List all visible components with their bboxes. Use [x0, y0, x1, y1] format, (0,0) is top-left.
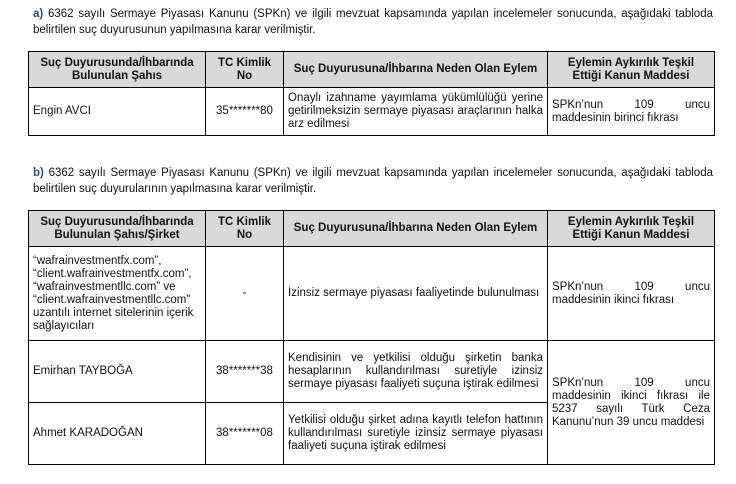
- site-line: “client.wafrainvestmentfx.com”,: [33, 267, 192, 280]
- cell-action: Kendisinin ve yetkilisi olduğu şirketin banka hesaplarının kullandırılması suretiyle izinsiz sermaye piyasası faaliyeti suçuna iştirak edilmesi: [284, 341, 548, 403]
- site-line: “wafrainvestmentllc.com” ve: [33, 280, 176, 293]
- table-row: [29, 341, 715, 403]
- site-line: “wafrainvestmentfx.com”,: [33, 254, 162, 267]
- section-a-text: 6362 sayılı Sermaye Piyasası Kanunu (SPKn) ve ilgili mevzuat kapsamında yapılan incelemeler sonucunda, aşağıdaki tabloda belirtilen suç duyurusunun yapılmasına karar verilmiştir.: [33, 8, 713, 36]
- cell-name: Engin AVCI: [29, 88, 206, 136]
- cell-law: SPKn’nun 109 uncu maddesinin ikinci fıkrası ile 5237 sayılı Türk Ceza Kanunu’nun 39 uncu maddesi: [548, 341, 715, 465]
- section-b-paragraph: [33, 165, 713, 197]
- cell-tc: -: [206, 247, 284, 341]
- cell-law: SPKn’nun 109 uncu maddesinin ikinci fıkrası: [548, 247, 715, 341]
- cell-action: İzinsiz sermaye piyasası faaliyetinde bulunulması: [284, 247, 548, 341]
- cell-tc: 35*******80: [206, 88, 284, 136]
- cell-law: SPKn’nun 109 uncu maddesinin birinci fıkrası: [548, 88, 715, 136]
- site-line: uzantılı internet sitelerinin içerik: [33, 306, 194, 319]
- header-law: Eylemin Aykırılık Teşkil Ettiği Kanun Maddesi: [548, 52, 715, 88]
- header-action: Suç Duyurusuna/İhbarına Neden Olan Eylem: [284, 52, 548, 88]
- site-line: “client.wafrainvestmentllc.com”: [33, 293, 191, 306]
- header-action: Suç Duyurusuna/İhbarına Neden Olan Eylem: [284, 211, 548, 247]
- table-row: [29, 88, 715, 136]
- table-a: [28, 51, 715, 136]
- header-person: Suç Duyurusunda/İhbarında Bulunulan Şahıs/Şirket: [29, 211, 206, 247]
- header-tc: TC Kimlik No: [206, 52, 284, 88]
- cell-action: Yetkilisi olduğu şirket adına kayıtlı telefon hattının kullandırılması suretiyle izinsiz sermaye piyasası faaliyeti suçuna iştirak edilmesi: [284, 403, 548, 465]
- section-a-paragraph: [33, 6, 713, 38]
- header-tc: TC Kimlik No: [206, 211, 284, 247]
- cell-name: Emirhan TAYBOĞA: [29, 341, 206, 403]
- header-law: Eylemin Aykırılık Teşkil Ettiği Kanun Maddesi: [548, 211, 715, 247]
- section-a-label: a): [33, 8, 44, 20]
- section-b-text: 6362 sayılı Sermaye Piyasası Kanunu (SPKn) ve ilgili mevzuat kapsamında yapılan incelemeler sonucunda, aşağıdaki tabloda belirtilen suç duyurularının yapılmasına karar verilmiştir.: [33, 167, 713, 195]
- site-line: sağlayıcıları: [33, 319, 95, 332]
- section-b-label: b): [33, 167, 44, 179]
- table-b: [28, 210, 715, 465]
- cell-tc: 38*******38: [206, 341, 284, 403]
- header-person: Suç Duyurusunda/İhbarında Bulunulan Şahıs: [29, 52, 206, 88]
- cell-name: [29, 247, 206, 341]
- cell-name: Ahmet KARADOĞAN: [29, 403, 206, 465]
- cell-tc: 38*******08: [206, 403, 284, 465]
- cell-action: Onaylı izahname yayımlama yükümlülüğü yerine getirilmeksizin sermaye piyasası araçlarının halka arz edilmesi: [284, 88, 548, 136]
- table-row: [29, 247, 715, 341]
